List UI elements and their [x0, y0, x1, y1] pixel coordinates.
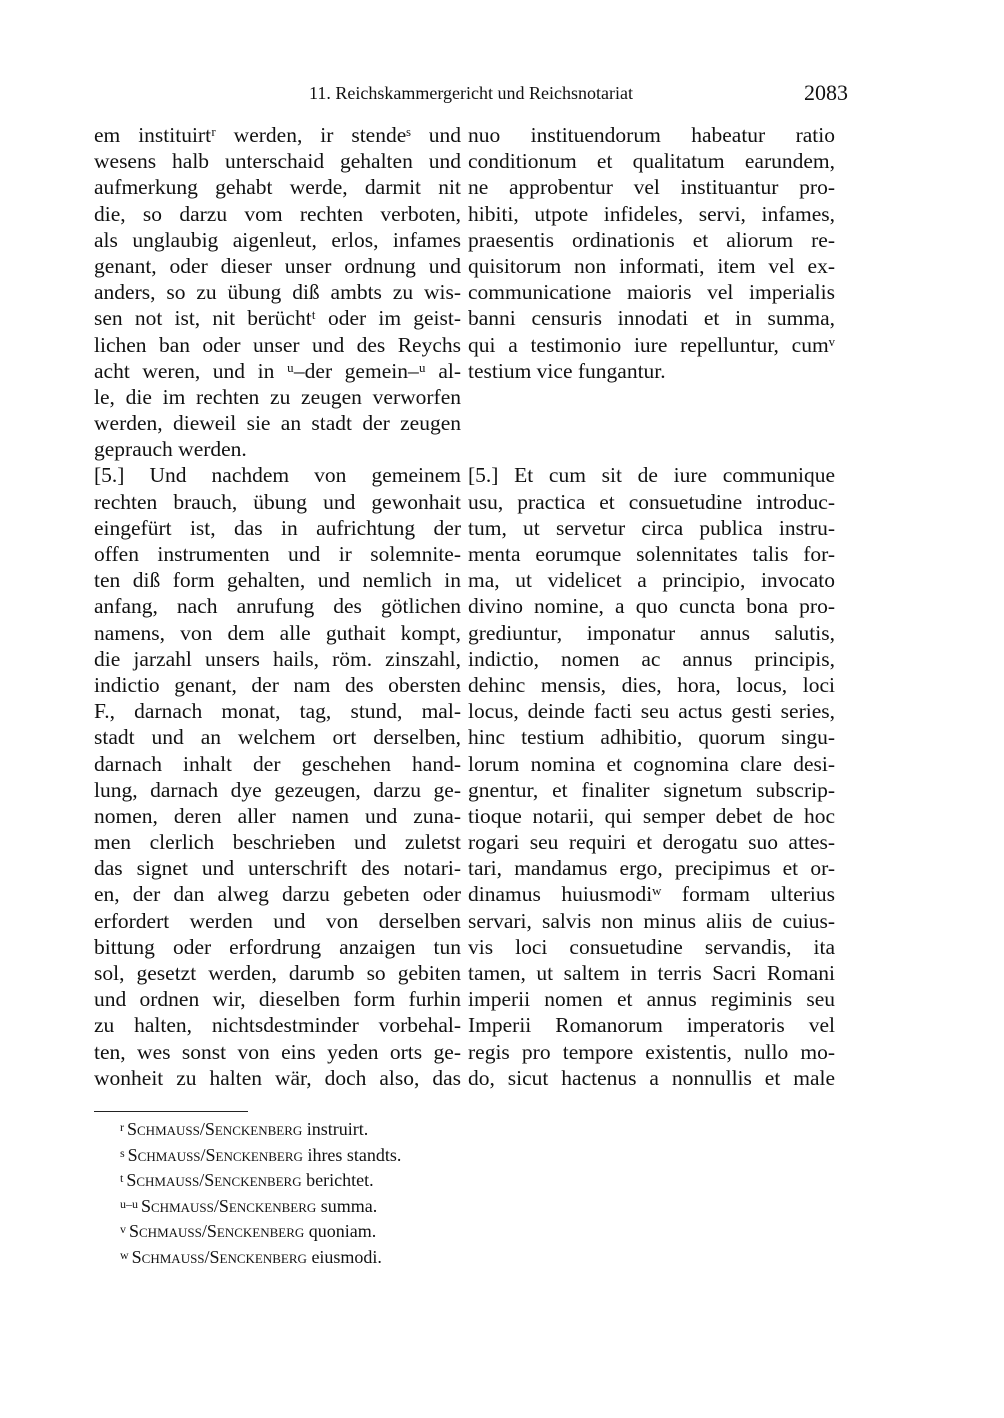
text-line: tari, mandamus ergo, precipimus et or-	[468, 856, 835, 881]
text-line: quisitorum non informati, item vel ex-	[468, 253, 835, 278]
text-line: hinc testium adhibitio, quorum singu-	[468, 725, 835, 750]
text-line: werden, dieweil sie an stadt der zeugen	[94, 411, 461, 436]
text-line: gnentur, et finaliter signetum subscrip-	[468, 777, 835, 802]
footnote-text: eiusmodi.	[306, 1246, 382, 1267]
text-line: grediuntur, imponatur annus salutis,	[468, 620, 835, 645]
text-line: die, so darzu vom rechten verboten,	[94, 201, 461, 226]
footnote-mark: u–u	[120, 1196, 138, 1211]
footnote-text: summa.	[316, 1195, 378, 1216]
page-number: 2083	[804, 80, 848, 105]
text-line: genant, oder dieser unser ordnung und	[94, 253, 461, 278]
text-line: hibiti, utpote infideles, servi, infames,	[468, 201, 835, 226]
text-line: tamen, ut saltem in terris Sacri Romani	[468, 961, 835, 985]
text-line: nomen, deren aller namen und zuna-	[94, 803, 461, 828]
text-line: namens, von dem alle guthait kompt,	[94, 620, 461, 645]
text-line: offen instrumenten und ir solemnite-	[94, 542, 461, 566]
latin-text-column	[468, 122, 835, 1091]
text-line: zu halten, nichtsdestminder vorbehal-	[94, 1013, 461, 1038]
text-line: divino nomine, a quo cuncta bona pro-	[468, 594, 835, 619]
text-line: dehinc mensis, dies, hora, locus, loci	[468, 672, 835, 697]
text-line: rogari seu requiri et derogatu suo attes-	[468, 830, 835, 855]
running-title: 11. Reichskammergericht und Reichsnotariat	[309, 83, 633, 103]
text-line: le, die im rechten zu zeugen verworfen	[94, 384, 461, 409]
text-line: ne approbentur vel instituantur pro-	[468, 175, 835, 200]
footnote-source: Schmauss/Senckenberg	[131, 1246, 307, 1267]
footnote	[120, 1142, 401, 1168]
footnote-text: quoniam.	[304, 1221, 377, 1242]
text-line: das signet und unterschrift des notari-	[94, 856, 461, 881]
text-line: wonheit zu halten wär, doch also, das	[94, 1065, 461, 1090]
text-line: locus, deinde facti seu actus gesti series,	[468, 699, 835, 724]
text-line: communicatione maioris vel imperialis	[468, 280, 835, 305]
text-line: sol, gesetzt werden, darumb so gebiten	[94, 961, 461, 985]
footnote-source: Schmauss/Senckenberg	[141, 1195, 317, 1216]
text-line: geprauch werden.	[94, 437, 247, 462]
footnotes	[120, 1116, 401, 1270]
footnote-rule	[94, 1111, 248, 1112]
footnote-source: Schmauss/Senckenberg	[127, 1119, 303, 1139]
footnote	[120, 1244, 401, 1270]
text-line: ten, wes sonst von eins yeden orts ge-	[94, 1039, 461, 1064]
footnote	[120, 1193, 401, 1219]
text-line: banni censuris innodati et in summa,	[468, 306, 835, 331]
text-line: qui a testimonio iure repelluntur, cumᵛ	[468, 332, 835, 357]
footnote-text: instruirt.	[302, 1119, 369, 1139]
text-line: rechten brauch, übung und gewonhait	[94, 489, 461, 514]
text-line: lorum nomina et cognomina clare desi-	[468, 751, 835, 776]
footnote-mark: v	[120, 1222, 126, 1237]
text-line: [5.] Und nachdem von gemeinem	[94, 463, 461, 488]
text-line	[468, 410, 835, 436]
text-line	[468, 436, 835, 462]
footnote-source: Schmauss/Senckenberg	[129, 1221, 305, 1242]
text-line: [5.] Et cum sit de iure communique	[468, 463, 835, 488]
text-line: menta eorumque solennitates talis for-	[468, 542, 835, 566]
text-line: ten diß form gehalten, und nemlich in	[94, 568, 461, 593]
text-line: praesentis ordinationis et aliorum re-	[468, 227, 835, 252]
text-line: und ordnen wir, dieselben form furhin	[94, 987, 461, 1012]
text-line: anders, so zu übung diß ambts zu wis-	[94, 280, 461, 305]
text-line: regis pro tempore existentis, nullo mo-	[468, 1039, 835, 1064]
footnote-mark: w	[120, 1247, 129, 1262]
text-line: Imperii Romanorum imperatoris vel	[468, 1013, 835, 1038]
text-line: imperii nomen et annus regiminis seu	[468, 987, 835, 1012]
text-line	[468, 384, 835, 410]
text-line: tum, ut servetur circa publica instru-	[468, 515, 835, 540]
text-line: tioque notarii, qui semper debet de hoc	[468, 803, 835, 828]
text-line: acht weren, und in ᵘ–der gemein–ᵘ al-	[94, 358, 461, 383]
text-line: ma, ut videlicet a principio, invocato	[468, 568, 835, 593]
text-line: servari, salvis non minus aliis de cuius-	[468, 908, 835, 933]
text-line: die jarzahl unsers hails, röm. zinszahl,	[94, 646, 461, 671]
text-line: aufmerkung gehabt werde, darmit nit	[94, 175, 461, 200]
text-line: anfang, nach anrufung des götlichen	[94, 594, 461, 619]
text-line: testium vice fungantur.	[468, 358, 666, 383]
footnote-mark: s	[120, 1145, 125, 1160]
footnote	[120, 1116, 401, 1142]
text-line: em instituirtʳ werden, ir stendeˢ und	[94, 123, 461, 147]
text-line: vis loci consuetudine servandis, ita	[468, 934, 835, 959]
text-line: en, der dan alweg darzu gebeten oder	[94, 882, 461, 907]
text-line: sen not ist, nit berüchtᵗ oder im geist-	[94, 306, 461, 331]
german-text-column	[94, 122, 461, 1091]
text-line: F., darnach monat, tag, stund, mal-	[94, 699, 461, 724]
text-line: erfordert werden und von derselben	[94, 908, 461, 933]
text-line: conditionum et qualitatum earundem,	[468, 149, 835, 174]
footnote-mark: r	[120, 1120, 124, 1134]
footnote	[120, 1218, 401, 1244]
footnote	[120, 1167, 401, 1193]
text-line: indictio, nomen ac annus principis,	[468, 646, 835, 671]
text-line: lung, darnach dye gezeugen, darzu ge-	[94, 777, 461, 802]
footnote-text: ihres standts.	[302, 1144, 402, 1165]
text-line: stadt und an welchem ort derselben,	[94, 725, 461, 750]
footnote-source: Schmauss/Senckenberg	[126, 1170, 302, 1191]
text-line: als unglaubig aigenleut, erlos, infames	[94, 227, 461, 252]
text-line: do, sicut hactenus a nonnullis et male	[468, 1065, 835, 1090]
text-line: nuo instituendorum habeatur ratio	[468, 123, 835, 147]
text-line: eingefürt ist, das in aufrichtung der	[94, 515, 461, 540]
footnote-text: berichtet.	[301, 1170, 374, 1191]
text-line: men clerlich beschrieben und zuletst	[94, 830, 461, 855]
footnote-mark: t	[120, 1171, 124, 1186]
text-line: bittung oder erfordrung anzaigen tun	[94, 934, 461, 959]
footnote-source: Schmauss/Senckenberg	[127, 1144, 303, 1165]
text-line: darnach inhalt der geschehen hand-	[94, 751, 461, 776]
text-line: indictio genant, der nam des obersten	[94, 672, 461, 697]
text-line: lichen ban oder unser und des Reychs	[94, 332, 461, 357]
text-line: usu, practica et consuetudine introduc-	[468, 489, 835, 514]
text-line: dinamus huiusmodiʷ formam ulterius	[468, 882, 835, 907]
text-line: wesens halb unterschaid gehalten und	[94, 149, 461, 174]
